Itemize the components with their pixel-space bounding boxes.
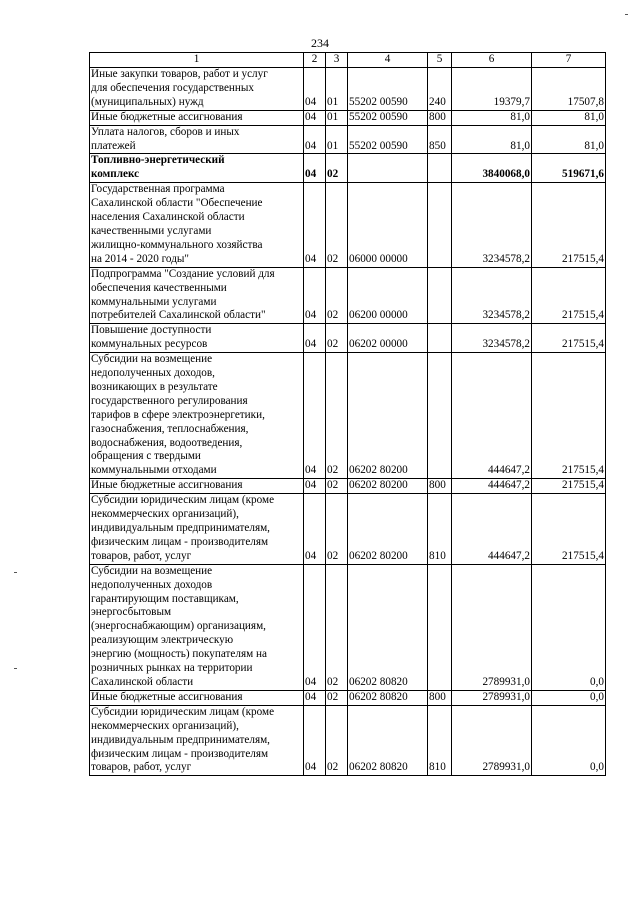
column-header-sum-year-1: 6: [452, 53, 532, 68]
row-sum-year-1: 444647,2: [452, 479, 532, 494]
row-target-article: 55202 00590: [348, 68, 428, 111]
row-section: 04: [304, 564, 326, 690]
row-expense-type: 810: [428, 705, 452, 776]
row-section: 04: [304, 705, 326, 776]
row-expense-type: [428, 154, 452, 183]
row-subsection: 02: [326, 353, 348, 479]
row-subsection: 02: [326, 705, 348, 776]
table-row: [90, 690, 606, 705]
row-name: Иные бюджетные ассигнования: [90, 690, 304, 705]
row-subsection: 02: [326, 479, 348, 494]
row-name: Топливно-энергетический комплекс: [90, 154, 304, 183]
page-number: 234: [311, 36, 329, 50]
row-expense-type: [428, 353, 452, 479]
row-expense-type: 240: [428, 68, 452, 111]
row-sum-year-2: 17507,8: [532, 68, 606, 111]
row-target-article: 55202 00590: [348, 125, 428, 154]
table-row: [90, 125, 606, 154]
table-row: [90, 68, 606, 111]
row-section: 04: [304, 353, 326, 479]
row-expense-type: 800: [428, 690, 452, 705]
table-header-row: [90, 53, 606, 68]
row-section: 04: [304, 183, 326, 267]
row-target-article: 06202 80820: [348, 564, 428, 690]
row-section: 04: [304, 324, 326, 353]
row-sum-year-2: 81,0: [532, 125, 606, 154]
table-row: [90, 324, 606, 353]
row-target-article: 06000 00000: [348, 183, 428, 267]
row-target-article: 06202 80200: [348, 353, 428, 479]
row-section: 04: [304, 125, 326, 154]
row-target-article: 06202 80820: [348, 705, 428, 776]
row-expense-type: [428, 564, 452, 690]
row-expense-type: [428, 183, 452, 267]
row-sum-year-2: 217515,4: [532, 353, 606, 479]
row-target-article: 55202 00590: [348, 110, 428, 125]
row-name: Иные закупки товаров, работ и услуг для обеспечения государственных (муниципальных) нужд: [90, 68, 304, 111]
row-sum-year-1: 2789931,0: [452, 705, 532, 776]
row-expense-type: [428, 267, 452, 324]
table-row: [90, 564, 606, 690]
row-name: Субсидии на возмещение недополученных доходов, возникающих в результате государственного регулирования тарифов в сфере электроэнергетики, газоснабжения, теплоснабжения, водоснабжения, водоотведения, обращения с твердыми коммунальными отходами: [90, 353, 304, 479]
row-subsection: 01: [326, 68, 348, 111]
row-sum-year-1: 444647,2: [452, 494, 532, 565]
row-subsection: 01: [326, 125, 348, 154]
column-header-name: 1: [90, 53, 304, 68]
row-sum-year-1: 3234578,2: [452, 267, 532, 324]
row-target-article: 06202 80200: [348, 494, 428, 565]
row-name: Субсидии юридическим лицам (кроме некоммерческих организаций), индивидуальным предпринимателям, физическим лицам - производителям товаров, работ, услуг: [90, 705, 304, 776]
scan-mark: [625, 14, 628, 15]
row-subsection: 02: [326, 690, 348, 705]
row-name: Иные бюджетные ассигнования: [90, 110, 304, 125]
row-subsection: 02: [326, 267, 348, 324]
row-sum-year-2: 0,0: [532, 690, 606, 705]
column-header-sum-year-2: 7: [532, 53, 606, 68]
budget-table: [89, 52, 606, 776]
row-sum-year-1: 3840068,0: [452, 154, 532, 183]
table-row: [90, 705, 606, 776]
row-name: Подпрограмма "Создание условий для обеспечения качественными коммунальными услугами потребителей Сахалинской области": [90, 267, 304, 324]
row-target-article: 06200 00000: [348, 267, 428, 324]
column-header-expense-type: 5: [428, 53, 452, 68]
row-sum-year-2: 0,0: [532, 564, 606, 690]
row-section: 04: [304, 110, 326, 125]
row-name: Повышение доступности коммунальных ресурсов: [90, 324, 304, 353]
row-subsection: 02: [326, 494, 348, 565]
row-name: Субсидии юридическим лицам (кроме некоммерческих организаций), индивидуальным предпринимателям, физическим лицам - производителям товаров, работ, услуг: [90, 494, 304, 565]
row-sum-year-2: 217515,4: [532, 479, 606, 494]
row-sum-year-2: 519671,6: [532, 154, 606, 183]
row-subsection: 02: [326, 154, 348, 183]
row-subsection: 02: [326, 564, 348, 690]
row-expense-type: 800: [428, 479, 452, 494]
scan-mark: [14, 572, 17, 573]
table-row: [90, 154, 606, 183]
table-row: [90, 353, 606, 479]
row-sum-year-1: 3234578,2: [452, 324, 532, 353]
row-section: 04: [304, 68, 326, 111]
row-name: Иные бюджетные ассигнования: [90, 479, 304, 494]
row-sum-year-1: 444647,2: [452, 353, 532, 479]
row-sum-year-1: 2789931,0: [452, 564, 532, 690]
row-sum-year-1: 19379,7: [452, 68, 532, 111]
row-section: 04: [304, 690, 326, 705]
row-sum-year-1: 3234578,2: [452, 183, 532, 267]
row-subsection: 02: [326, 324, 348, 353]
row-sum-year-1: 81,0: [452, 125, 532, 154]
row-target-article: 06202 80200: [348, 479, 428, 494]
row-sum-year-2: 217515,4: [532, 183, 606, 267]
column-header-section: 2: [304, 53, 326, 68]
table-row: [90, 479, 606, 494]
row-sum-year-2: 217515,4: [532, 494, 606, 565]
row-sum-year-2: 217515,4: [532, 324, 606, 353]
row-sum-year-2: 217515,4: [532, 267, 606, 324]
row-section: 04: [304, 267, 326, 324]
table-row: [90, 110, 606, 125]
row-subsection: 02: [326, 183, 348, 267]
column-header-target-article: 4: [348, 53, 428, 68]
row-sum-year-2: 81,0: [532, 110, 606, 125]
row-subsection: 01: [326, 110, 348, 125]
row-expense-type: 800: [428, 110, 452, 125]
row-section: 04: [304, 479, 326, 494]
row-sum-year-2: 0,0: [532, 705, 606, 776]
row-section: 04: [304, 494, 326, 565]
row-section: 04: [304, 154, 326, 183]
row-expense-type: [428, 324, 452, 353]
row-name: Государственная программа Сахалинской области "Обеспечение населения Сахалинской области качественными услугами жилищно-коммунального хозяйства на 2014 - 2020 годы": [90, 183, 304, 267]
row-expense-type: 850: [428, 125, 452, 154]
table-row: [90, 494, 606, 565]
row-name: Уплата налогов, сборов и иных платежей: [90, 125, 304, 154]
row-sum-year-1: 81,0: [452, 110, 532, 125]
row-target-article: 06202 00000: [348, 324, 428, 353]
row-target-article: 06202 80820: [348, 690, 428, 705]
table-row: [90, 183, 606, 267]
row-sum-year-1: 2789931,0: [452, 690, 532, 705]
table-row: [90, 267, 606, 324]
column-header-subsection: 3: [326, 53, 348, 68]
row-target-article: [348, 154, 428, 183]
row-expense-type: 810: [428, 494, 452, 565]
row-name: Субсидии на возмещение недополученных доходов гарантирующим поставщикам, энергосбытовым (энергоснабжающим) организациям, реализующим электрическую энергию (мощность) покупателям на розничных рынках на территории Сахалинской области: [90, 564, 304, 690]
scan-mark: [14, 668, 17, 669]
